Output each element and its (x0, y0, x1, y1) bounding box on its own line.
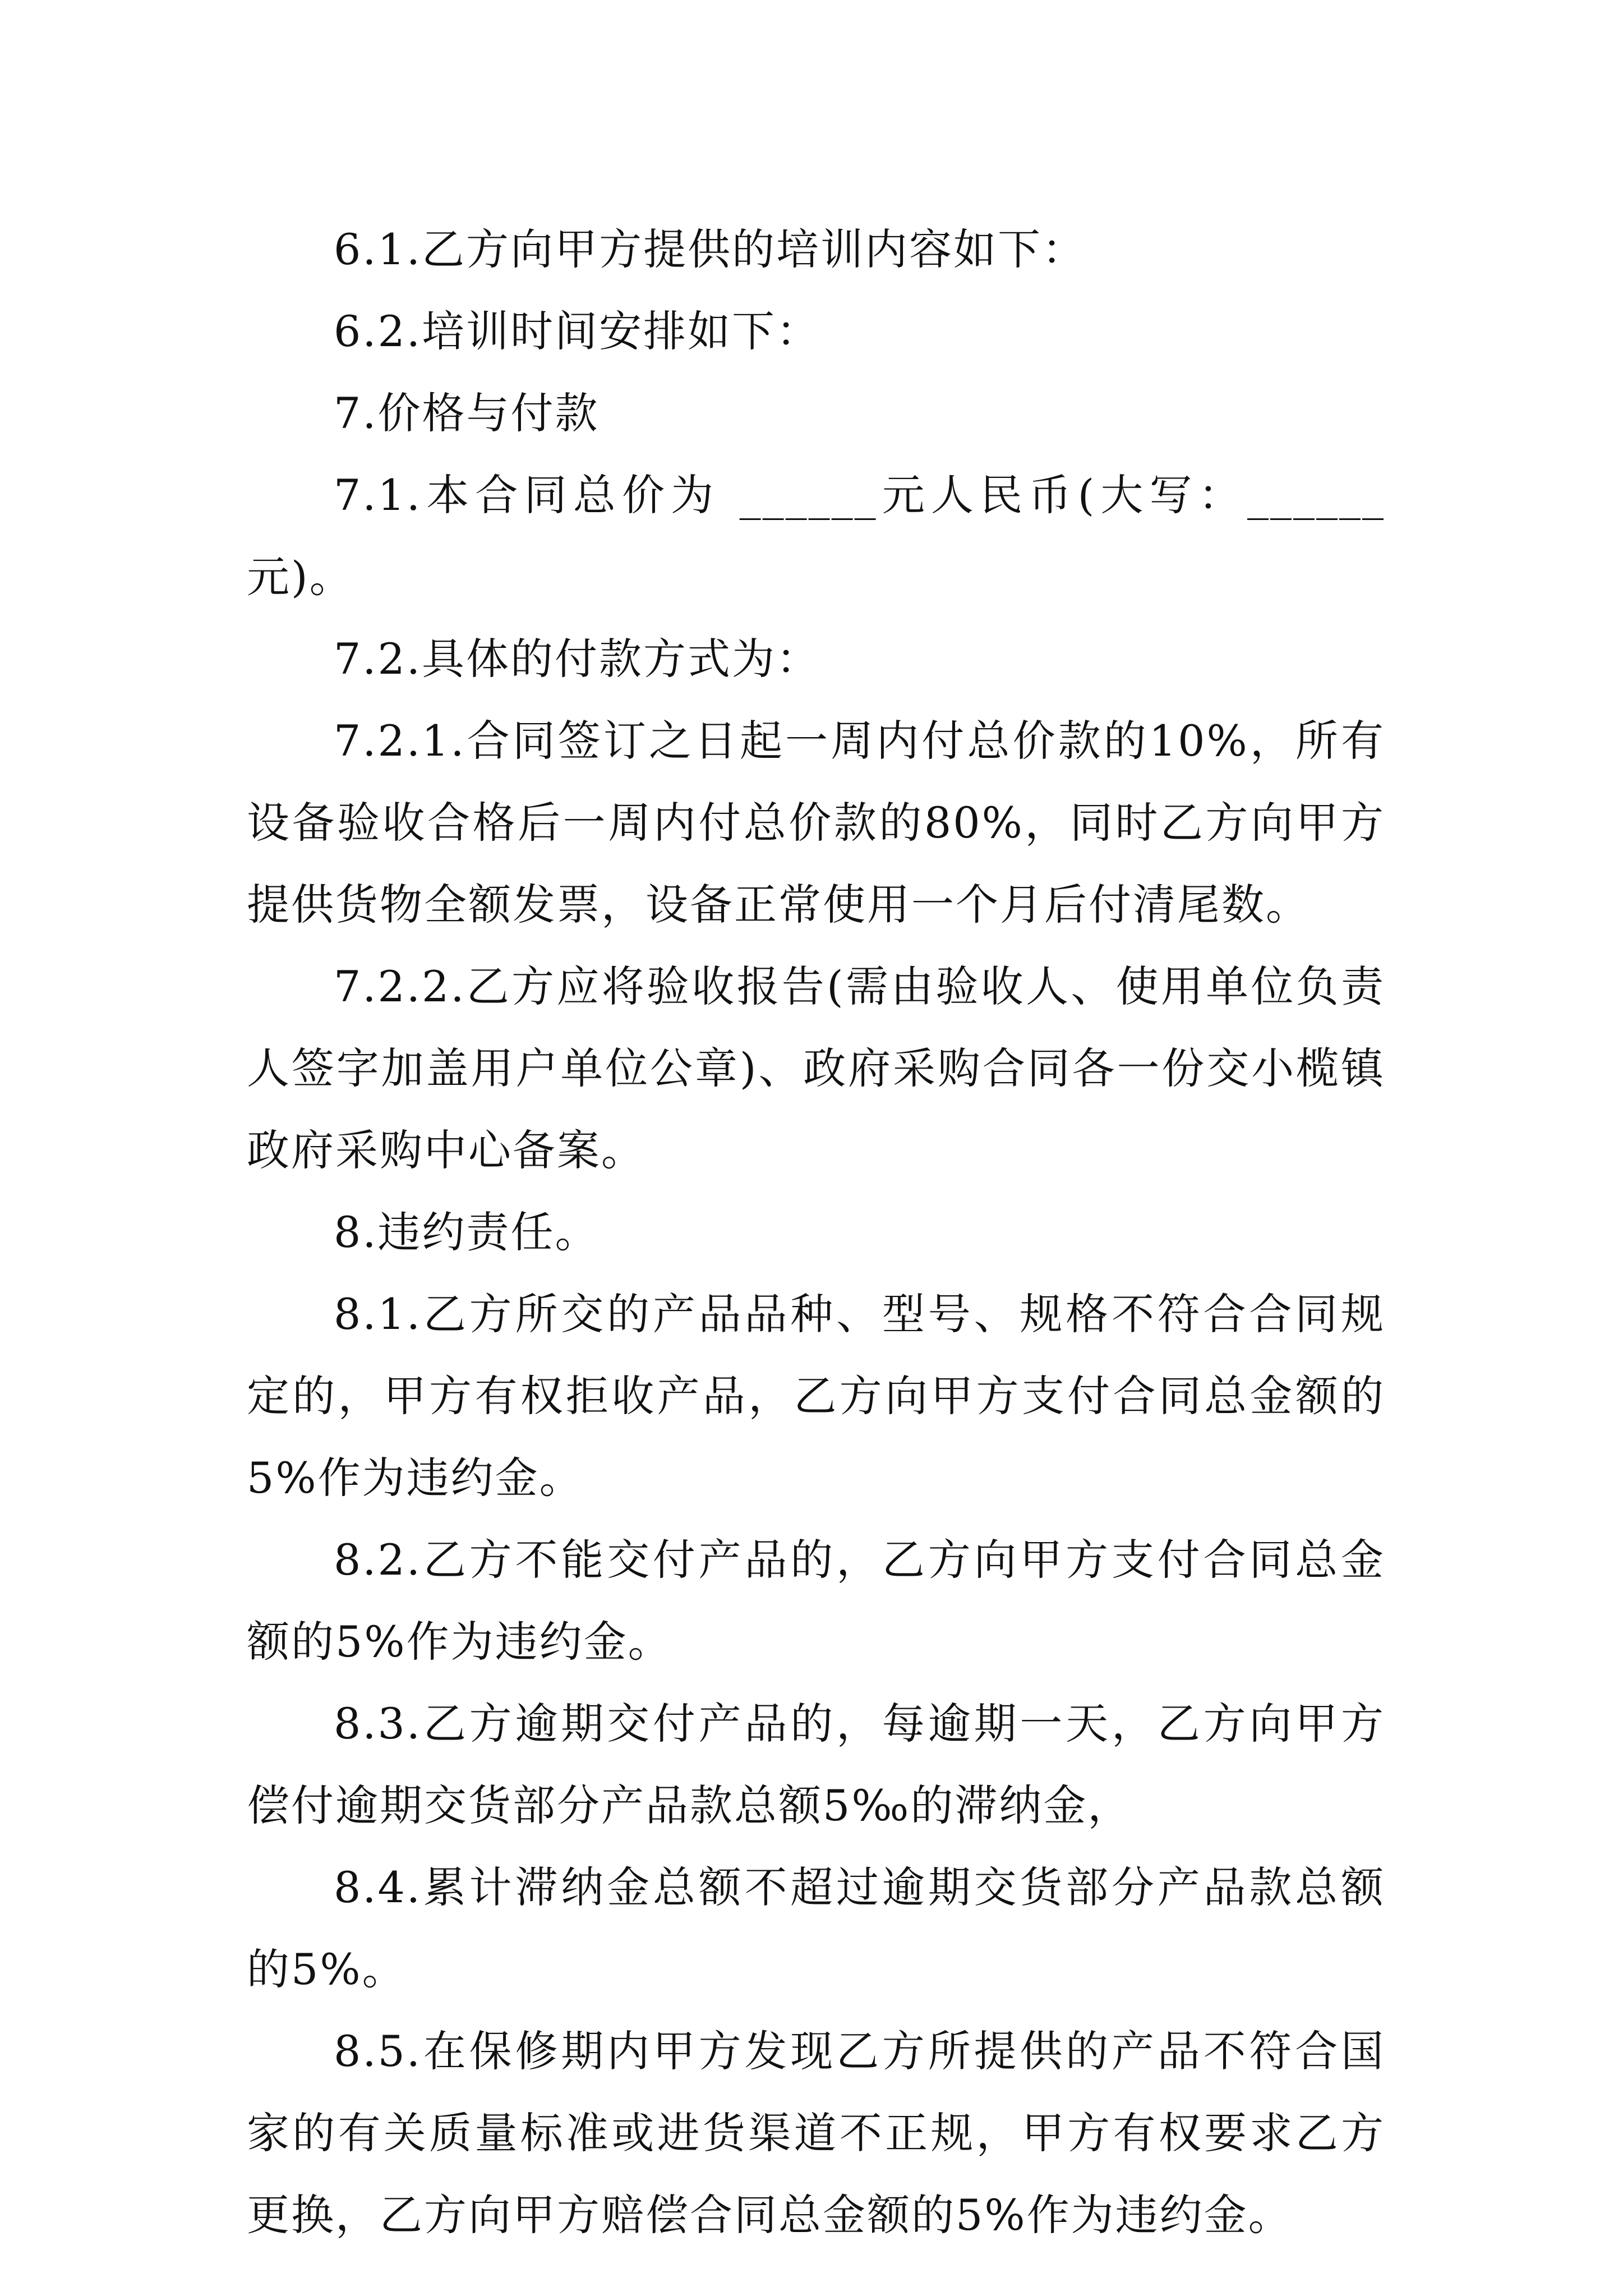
section-heading-7: 7.价格与付款 (334, 388, 600, 438)
paragraph-7-2-1: 7.2.1.合同签订之日起一周内付总价款的10%，所有设备验收合格后一周内付总价款的80%，同时乙方向甲方提供货物全额发票，设备正常使用一个月后付清尾数。 (247, 716, 1385, 930)
paragraph-7-1: 7.1.本合同总价为 ______元人民币(大写：______元)。 (247, 470, 1385, 602)
paragraph-8-2: 8.2.乙方不能交付产品的，乙方向甲方支付合同总金额的5%作为违约金。 (247, 1535, 1385, 1667)
section-heading-8: 8.违约责任。 (334, 1207, 600, 1257)
paragraph-7-2-2: 7.2.2.乙方应将验收报告(需由验收人、使用单位负责人签字加盖用户单位公章)、政府采购合同各一份交小榄镇政府采购中心备案。 (247, 961, 1385, 1175)
paragraph-6-1: 6.1.乙方向甲方提供的培训内容如下： (334, 224, 1087, 274)
paragraph-6-2: 6.2.培训时间安排如下： (334, 306, 821, 356)
paragraph-8-5: 8.5.在保修期内甲方发现乙方所提供的产品不符合国家的有关质量标准或进货渠道不正规，甲方有权要求乙方更换，乙方向甲方赔偿合同总金额的5%作为违约金。 (247, 2026, 1385, 2240)
paragraph-7-2: 7.2.具体的付款方式为： (334, 634, 821, 684)
paragraph-8-4: 8.4.累计滞纳金总额不超过逾期交货部分产品款总额的5%。 (247, 1862, 1385, 1994)
paragraph-8-1: 8.1.乙方所交的产品品种、型号、规格不符合合同规定的，甲方有权拒收产品，乙方向甲方支付合同总金额的5%作为违约金。 (247, 1289, 1385, 1503)
paragraph-8-3: 8.3.乙方逾期交付产品的，每逾期一天，乙方向甲方偿付逾期交货部分产品款总额5‰的滞纳金， (247, 1699, 1385, 1830)
document-body (247, 209, 1385, 2256)
